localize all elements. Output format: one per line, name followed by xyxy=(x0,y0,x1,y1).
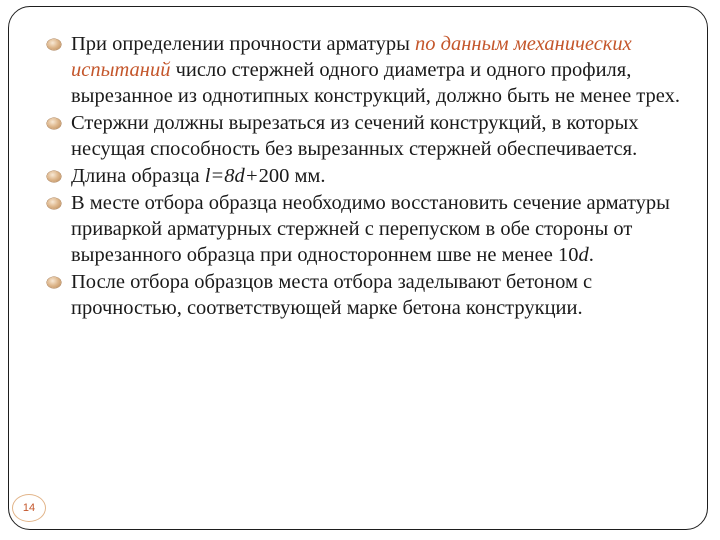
bullet-marker-icon xyxy=(47,39,61,50)
formula: d xyxy=(578,244,589,266)
bullet-marker-icon xyxy=(47,171,61,182)
highlighted-phrase: по данным механических испытаний xyxy=(71,33,632,81)
bullet-item-restoration xyxy=(47,190,687,268)
slide-frame xyxy=(8,6,708,530)
bullet-text: После отбора образцов места отбора заделывают бетоном с прочностью, соответствующей марке бетона конструкции. xyxy=(71,271,593,319)
bullet-item-sample-count xyxy=(47,31,687,109)
bullet-list xyxy=(47,31,687,321)
bullet-marker-icon xyxy=(47,277,61,288)
formula: l=8d+ xyxy=(204,165,259,187)
bullet-marker-icon xyxy=(47,118,61,129)
bullet-text: При определении прочности арматуры xyxy=(71,33,416,55)
bullet-item-cut-sections xyxy=(47,110,687,162)
bullet-item-concrete-fill xyxy=(47,269,687,321)
bullet-marker-icon xyxy=(47,198,61,209)
page-number-badge xyxy=(12,494,46,522)
bullet-text: 200 мм. xyxy=(258,165,326,187)
page-number: 14 xyxy=(22,502,36,514)
bullet-text: В месте отбора образца необходимо восстановить сечение арматуры приваркой арматурных стержней с перепуском в обе стороны от вырезанного образца при одностороннем шве не менее 10 xyxy=(71,192,670,266)
bullet-text: число стержней одного диаметра и одного профиля, вырезанное из однотипных конструкций, должно быть не менее трех. xyxy=(71,59,680,107)
bullet-text: Длина образца xyxy=(71,165,205,187)
bullet-text: Стержни должны вырезаться из сечений конструкций, в которых несущая способность без вырезанных стержней обеспечивается. xyxy=(71,112,639,160)
bullet-text: . xyxy=(588,244,594,266)
bullet-item-sample-length xyxy=(47,163,687,189)
